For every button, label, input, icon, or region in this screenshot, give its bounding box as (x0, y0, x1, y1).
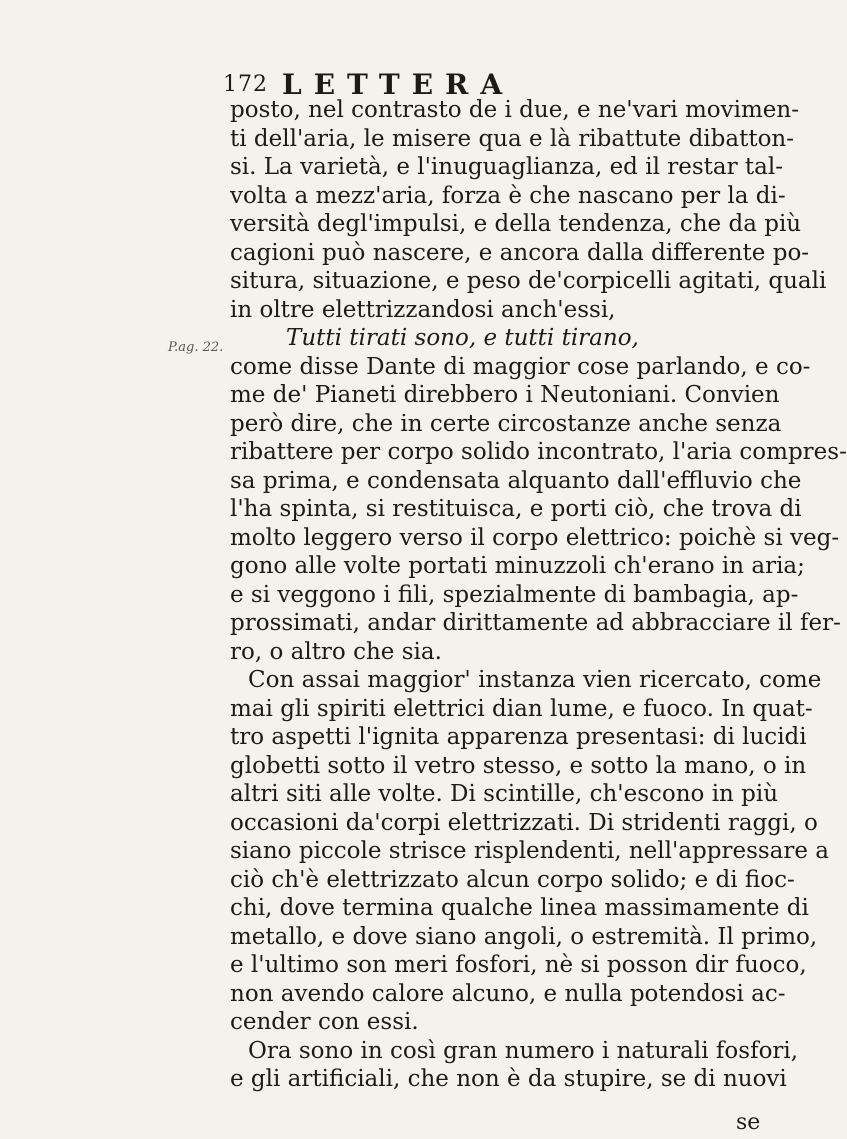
text-line: ribattere per corpo solido incontrato, l'aria compres- (230, 439, 847, 465)
text-line: si. La varietà, e l'inuguaglianza, ed il restar tal- (230, 154, 783, 180)
text-line: posto, nel contrasto de i due, e ne'vari movimen- (230, 97, 800, 123)
text-line: cender con essi. (230, 1009, 419, 1035)
text-line: gono alle volte portati minuzzoli ch'erano in aria; (230, 553, 805, 579)
text-line: occasioni da'corpi elettrizzati. Di stridenti raggi, o (230, 809, 818, 836)
catchword: se (736, 1110, 761, 1135)
text-line: situra, situazione, e peso de'corpicelli agitati, quali (230, 268, 827, 294)
text-line: mai gli spiriti elettrici dian lume, e fuoco. In quat- (230, 695, 813, 722)
text-line: in oltre elettrizzandosi anch'essi, (230, 296, 616, 323)
text-line: chi, dove termina qualche linea massimamente di (230, 895, 809, 921)
text-line: cagioni può nascere, e ancora dalla differente po- (230, 239, 810, 266)
text-line: e si veggono i fili, spezialmente di bambagia, ap- (230, 581, 799, 608)
text-line: versità degl'impulsi, e della tendenza, che da più (230, 211, 802, 237)
text-line: volta a mezz'aria, forza è che nascano per la di- (230, 182, 786, 209)
text-line: non avendo calore alcuno, e nulla potendosi ac- (230, 980, 786, 1007)
text-line: e l'ultimo son meri fosfori, nè si posson dir fuoco, (230, 952, 807, 978)
text-line: altri siti alle volte. Di scintille, ch'escono in più (230, 781, 779, 807)
text-line: Con assai maggior' instanza vien ricercato, come (248, 667, 822, 693)
text-line: me de' Pianeti direbbero i Neutoniani. Convien (230, 382, 780, 408)
body-text (230, 96, 847, 1094)
margin-note: P.ag. 22. (168, 340, 224, 355)
text-line: però dire, che in certe circostanze anche senza (230, 410, 782, 437)
text-line: siano piccole strisce risplendenti, nell'appressare a (230, 838, 830, 864)
text-line: l'ha spinta, si restituisca, e porti ciò, che trova di (230, 496, 802, 522)
text-line: globetti sotto il vetro stesso, e sotto la mano, o in (230, 752, 807, 779)
text-line: ti dell'aria, le misere qua e là ribattute dibatton- (230, 125, 794, 152)
text-line: Ora sono in così gran numero i naturali fosfori, (248, 1037, 799, 1064)
text-line: prossimati, andar dirittamente ad abbracciare il fer- (230, 610, 841, 636)
page-number: 172 (223, 72, 268, 97)
text-line: come disse Dante di maggior cose parlando, e co- (230, 353, 811, 380)
text-line: e gli artificiali, che non è da stupire, se di nuovi (230, 1066, 787, 1092)
text-line: metallo, e dove siano angoli, o estremità. Il primo, (230, 923, 818, 950)
text-line: ro, o altro che sia. (230, 638, 442, 665)
text-line: molto leggero verso il corpo elettrico: poichè si veg- (230, 524, 840, 551)
running-head: LETTERA (282, 68, 515, 101)
text-line: ciò ch'è elettrizzato alcun corpo solido; e di fioc- (230, 866, 795, 893)
text-line: tro aspetti l'ignita apparenza presentasi: di lucidi (230, 724, 807, 750)
text-line: sa prima, e condensata alquanto dall'effluvio che (230, 467, 802, 494)
verse-quote: Tutti tirati sono, e tutti tirano, (286, 325, 639, 351)
